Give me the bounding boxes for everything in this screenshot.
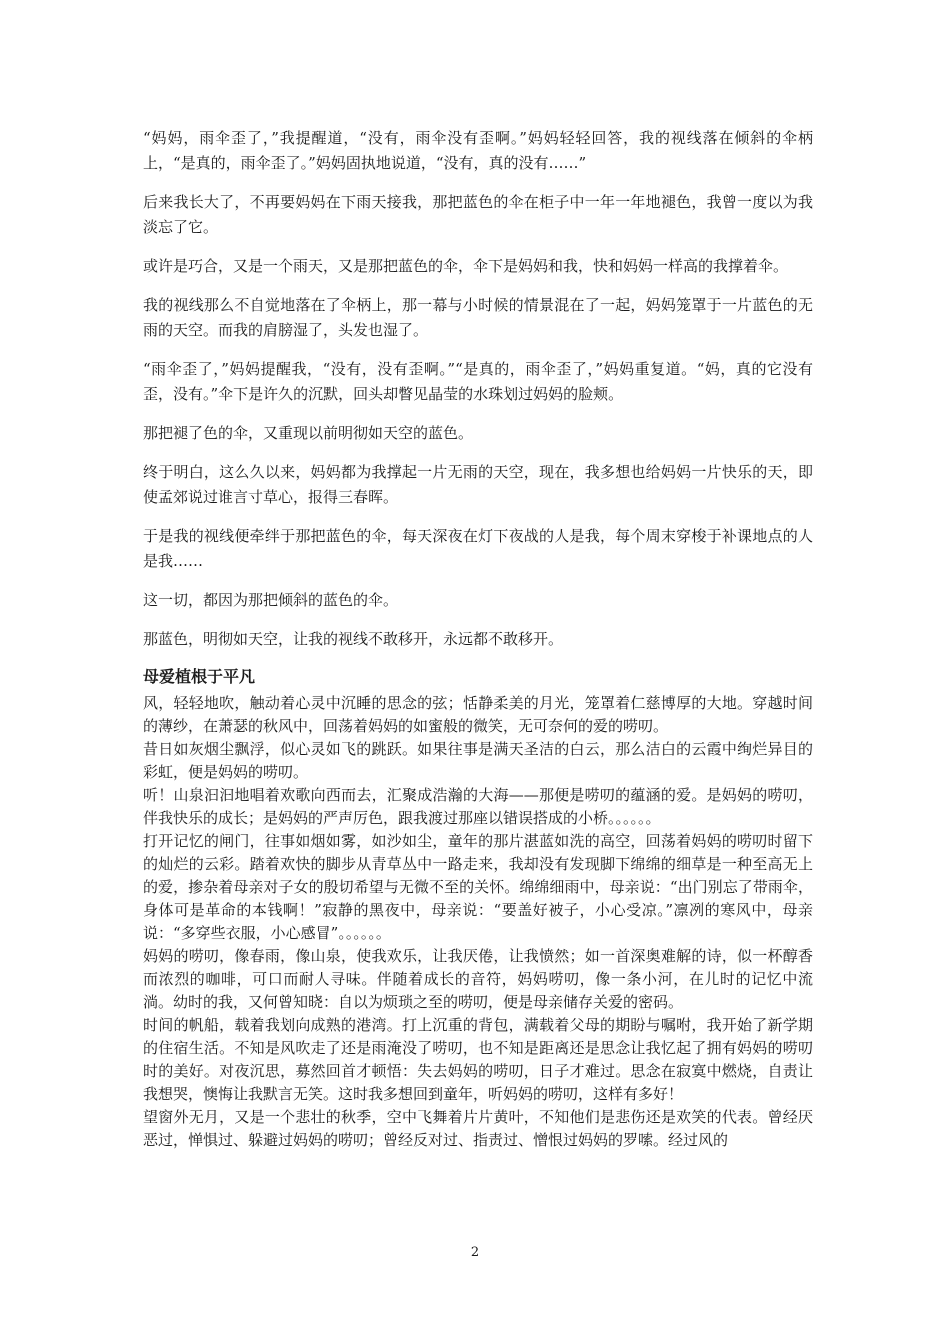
paragraph: 这一切，都因为那把倾斜的蓝色的伞。	[143, 591, 399, 609]
paragraph: 打开记忆的闸门，往事如烟如雾，如沙如尘，童年的那片湛蓝如洗的高空，回荡着妈妈的唠叨时留下的灿烂的云彩。踏着欢快的脚步从青草丛中一路走来，我却没有发现脚下绵绵的细草是一种至高无上的爱，掺杂着母亲对子女的殷切希望与无微不至的关怀。绵绵细雨中，母亲说：“出门别忘了带雨伞，身体可是革命的本钱啊！”寂静的黑夜中，母亲说：“要盖好被子，小心受凉。”凛冽的寒风中，母亲说：“多穿些衣服，小心感冒”。。。。。。	[143, 832, 813, 942]
paragraph: 那把褪了色的伞，又重现以前明彻如天空的蓝色。	[143, 424, 474, 442]
paragraph: “妈妈，雨伞歪了，”我提醒道，“没有，雨伞没有歪啊。”妈妈轻轻回答，我的视线落在倾斜的伞柄上，“是真的，雨伞歪了。”妈妈固执地说道，“没有，真的没有……”	[143, 129, 813, 172]
paragraph: 时间的帆船，载着我划向成熟的港湾。打上沉重的背包，满载着父母的期盼与嘱咐，我开始了新学期的住宿生活。不知是风吹走了还是雨淹没了唠叨，也不知是距离还是思念让我忆起了拥有妈妈的唠叨时的美好。对夜沉思，募然回首才顿悟：失去妈妈的唠叨，日子才难过。思念在寂寞中燃烧，自责让我想哭，懊悔让我默言无笑。这时我多想回到童年，听妈妈的唠叨，这样有多好！	[143, 1016, 813, 1103]
page-content	[143, 126, 813, 1152]
paragraph: 于是我的视线便牵绊于那把蓝色的伞，每天深夜在灯下夜战的人是我，每个周末穿梭于补课地点的人是我……	[143, 527, 813, 570]
page-number: 2	[470, 1245, 480, 1260]
section-title: 母爱植根于平凡	[143, 667, 256, 686]
paragraph: 风，轻轻地吹，触动着心灵中沉睡的思念的弦；恬静柔美的月光，笼罩着仁慈博厚的大地。穿越时间的薄纱，在萧瑟的秋风中，回荡着妈妈的如蜜般的微笑，无可奈何的爱的唠叨。	[143, 694, 813, 735]
paragraph: 后来我长大了，不再要妈妈在下雨天接我，那把蓝色的伞在柜子中一年一年地褪色，我曾一度以为我淡忘了它。	[143, 193, 813, 236]
paragraph: 那蓝色，明彻如天空，让我的视线不敢移开，永远都不敢移开。	[143, 630, 564, 648]
paragraph: 望窗外无月，又是一个悲壮的秋季，空中飞舞着片片黄叶，不知他们是悲伤还是欢笑的代表。曾经厌恶过，惮惧过、躲避过妈妈的唠叨；曾经反对过、指责过、憎恨过妈妈的罗嗦。经过风的	[143, 1108, 813, 1149]
paragraph: 终于明白，这么久以来，妈妈都为我撑起一片无雨的天空，现在，我多想也给妈妈一片快乐的天，即使孟郊说过谁言寸草心，报得三春晖。	[143, 463, 813, 506]
paragraph: 妈妈的唠叨，像春雨，像山泉，使我欢乐，让我厌倦，让我愤然；如一首深奥难解的诗，似一杯醇香而浓烈的咖啡，可口而耐人寻味。伴随着成长的音符，妈妈唠叨，像一条小河，在儿时的记忆中流淌。幼时的我，又何曾知晓：自以为烦琐之至的唠叨，便是母亲储存关爱的密码。	[143, 947, 813, 1011]
paragraph: 我的视线那么不自觉地落在了伞柄上，那一幕与小时候的情景混在了一起，妈妈笼罩于一片蓝色的无雨的天空。而我的肩膀湿了，头发也湿了。	[143, 296, 813, 339]
paragraph: “雨伞歪了，”妈妈提醒我，“没有，没有歪啊。”“是真的，雨伞歪了，”妈妈重复道。“妈，真的它没有歪，没有。”伞下是许久的沉默，回头却瞥见晶莹的水珠划过妈妈的脸颊。	[143, 360, 813, 403]
paragraph: 昔日如灰烟尘飘浮，似心灵如飞的跳跃。如果往事是满天圣洁的白云，那么洁白的云霞中绚烂异目的彩虹，便是妈妈的唠叨。	[143, 740, 813, 781]
paragraph: 听！山泉汩汩地唱着欢歌向西而去，汇聚成浩瀚的大海——那便是唠叨的蕴涵的爱。是妈妈的唠叨，伴我快乐的成长；是妈妈的严声厉色，跟我渡过那座以错误搭成的小桥。。。。。。	[143, 786, 813, 827]
paragraph: 或许是巧合，又是一个雨天，又是那把蓝色的伞，伞下是妈妈和我，快和妈妈一样高的我撑着伞。	[143, 257, 789, 275]
